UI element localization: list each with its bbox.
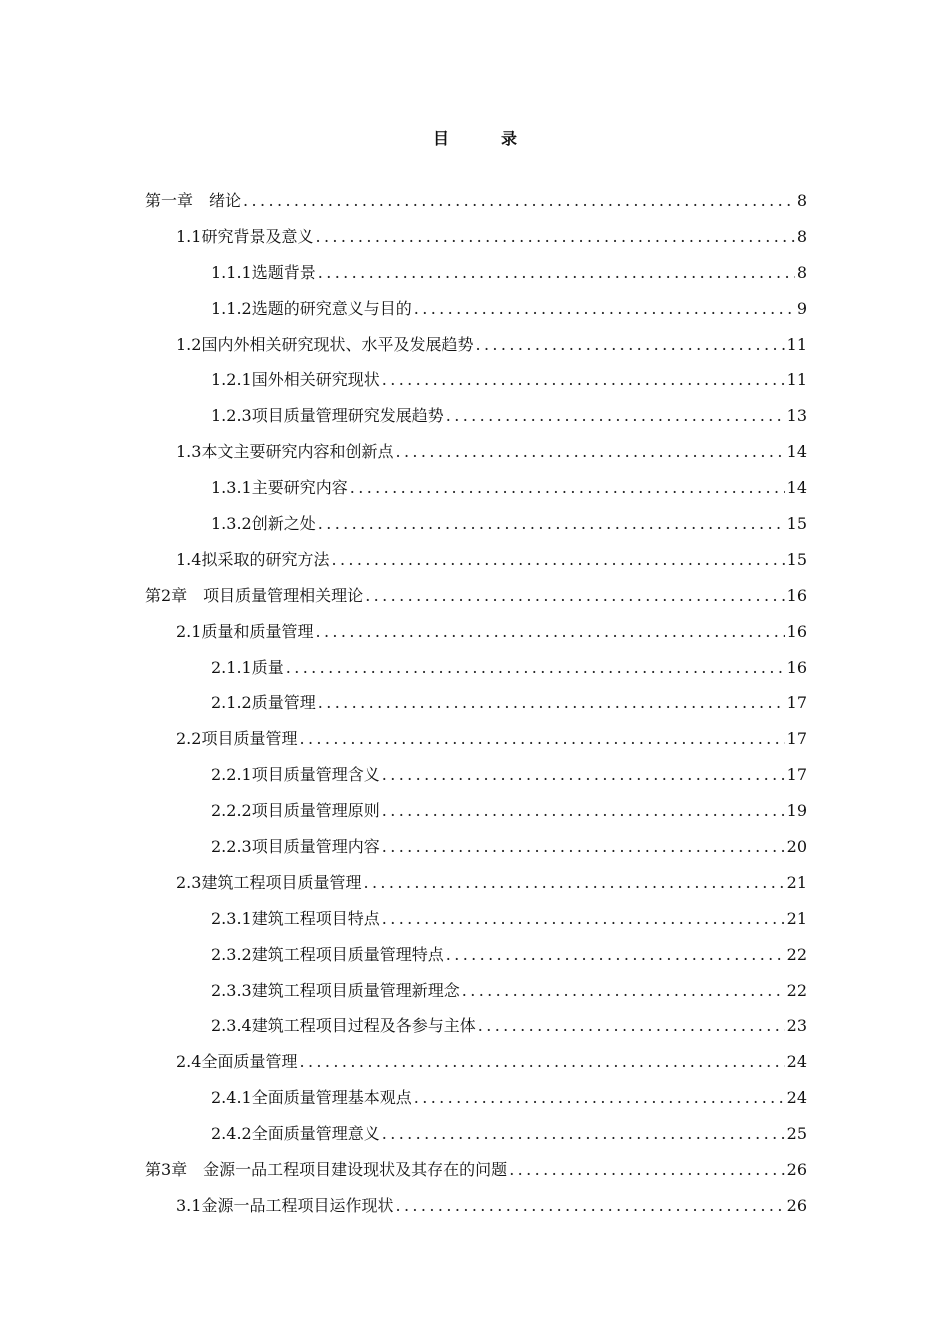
toc-entry-page-number: 19 (786, 801, 807, 821)
toc-leader-dots (318, 693, 785, 713)
toc-entry-page-number: 8 (796, 262, 807, 282)
toc-entry-label: 1.2.3项目质量管理研究发展趋势 (211, 406, 444, 426)
table-of-contents (145, 183, 807, 1224)
toc-entry-page-number: 8 (796, 190, 807, 210)
toc-entry[interactable] (145, 973, 807, 1009)
toc-entry-label: 3.1金源一品工程项目运作现状 (176, 1195, 394, 1215)
toc-entry[interactable] (145, 937, 807, 973)
toc-entry[interactable] (145, 685, 807, 721)
toc-leader-dots (299, 729, 784, 749)
toc-entry[interactable] (145, 1008, 807, 1044)
toc-entry-page-number: 15 (786, 513, 807, 533)
toc-leader-dots (382, 370, 785, 390)
toc-leader-dots (395, 442, 784, 462)
toc-entry[interactable] (145, 398, 807, 434)
toc-leader-dots (395, 1196, 784, 1216)
toc-entry-page-number: 26 (786, 1195, 807, 1215)
toc-entry-page-number: 26 (786, 1159, 807, 1179)
toc-entry-page-number: 23 (786, 1016, 807, 1036)
toc-entry-label: 1.1.1选题背景 (211, 262, 316, 282)
toc-entry-page-number: 20 (786, 836, 807, 856)
toc-leader-dots (243, 191, 795, 211)
toc-leader-dots (318, 514, 785, 534)
toc-entry[interactable] (145, 901, 807, 937)
toc-entry-label: 2.3.1建筑工程项目特点 (211, 908, 380, 928)
toc-entry-page-number: 13 (786, 406, 807, 426)
toc-entry-label: 第3章 金源一品工程项目建设现状及其存在的问题 (145, 1159, 508, 1179)
toc-leader-dots (315, 622, 784, 642)
toc-entry[interactable] (145, 506, 807, 542)
toc-entry-page-number: 16 (786, 585, 807, 605)
toc-leader-dots (509, 1160, 784, 1180)
toc-entry-label: 1.4拟采取的研究方法 (176, 549, 330, 569)
toc-entry-label: 2.1质量和质量管理 (176, 621, 314, 641)
toc-leader-dots (382, 765, 785, 785)
toc-entry-label: 1.3本文主要研究内容和创新点 (176, 442, 394, 462)
toc-entry-label: 2.3.3建筑工程项目质量管理新理念 (211, 980, 460, 1000)
toc-entry[interactable] (145, 183, 807, 219)
toc-entry-label: 2.3建筑工程项目质量管理 (176, 872, 362, 892)
toc-leader-dots (382, 1124, 785, 1144)
toc-entry[interactable] (145, 1080, 807, 1116)
toc-leader-dots (462, 981, 785, 1001)
toc-entry-page-number: 15 (786, 549, 807, 569)
toc-leader-dots (350, 478, 785, 498)
toc-entry-label: 2.3.2建筑工程项目质量管理特点 (211, 944, 444, 964)
toc-entry[interactable] (145, 1116, 807, 1152)
toc-leader-dots (318, 263, 795, 283)
toc-entry[interactable] (145, 255, 807, 291)
toc-entry[interactable] (145, 327, 807, 363)
toc-entry-page-number: 21 (786, 908, 807, 928)
toc-entry[interactable] (145, 362, 807, 398)
toc-entry-page-number: 24 (786, 1088, 807, 1108)
toc-entry-page-number: 11 (786, 334, 807, 354)
toc-entry-label: 1.1研究背景及意义 (176, 226, 314, 246)
toc-entry-page-number: 16 (786, 657, 807, 677)
toc-leader-dots (331, 550, 784, 570)
toc-entry-page-number: 16 (786, 621, 807, 641)
toc-entry[interactable] (145, 470, 807, 506)
toc-leader-dots (414, 1088, 785, 1108)
toc-leader-dots (478, 1016, 785, 1036)
toc-leader-dots (475, 335, 784, 355)
toc-entry-label: 2.1.2质量管理 (211, 693, 316, 713)
toc-entry[interactable] (145, 1044, 807, 1080)
toc-entry[interactable] (145, 1152, 807, 1188)
toc-entry-label: 2.4.1全面质量管理基本观点 (211, 1088, 412, 1108)
toc-entry-label: 1.2.1国外相关研究现状 (211, 370, 380, 390)
toc-entry-page-number: 17 (786, 693, 807, 713)
toc-entry-label: 2.2.2项目质量管理原则 (211, 801, 380, 821)
toc-entry-label: 2.2.1项目质量管理含义 (211, 765, 380, 785)
toc-entry[interactable] (145, 291, 807, 327)
toc-entry[interactable] (145, 865, 807, 901)
toc-entry-page-number: 22 (786, 980, 807, 1000)
toc-entry[interactable] (145, 829, 807, 865)
toc-entry[interactable] (145, 434, 807, 470)
toc-entry-label: 第一章 绪论 (145, 190, 242, 210)
toc-entry[interactable] (145, 542, 807, 578)
toc-leader-dots (286, 658, 785, 678)
toc-entry-label: 1.3.1主要研究内容 (211, 478, 348, 498)
toc-entry-page-number: 24 (786, 1052, 807, 1072)
toc-entry-page-number: 17 (786, 765, 807, 785)
toc-leader-dots (365, 586, 784, 606)
toc-entry[interactable] (145, 578, 807, 614)
toc-entry-page-number: 11 (786, 370, 807, 390)
toc-entry[interactable] (145, 793, 807, 829)
toc-entry[interactable] (145, 219, 807, 255)
toc-entry[interactable] (145, 650, 807, 686)
toc-entry-page-number: 14 (786, 442, 807, 462)
toc-entry-label: 1.1.2选题的研究意义与目的 (211, 298, 412, 318)
toc-leader-dots (299, 1052, 784, 1072)
toc-entry-page-number: 8 (796, 226, 807, 246)
toc-entry[interactable] (145, 614, 807, 650)
toc-entry-page-number: 22 (786, 944, 807, 964)
toc-entry[interactable] (145, 1188, 807, 1224)
toc-entry-label: 2.4.2全面质量管理意义 (211, 1124, 380, 1144)
toc-entry-label: 2.1.1质量 (211, 657, 284, 677)
toc-entry-label: 1.3.2创新之处 (211, 513, 316, 533)
toc-entry-page-number: 9 (796, 298, 807, 318)
toc-leader-dots (414, 299, 795, 319)
toc-entry-page-number: 21 (786, 872, 807, 892)
toc-entry[interactable] (145, 721, 807, 757)
toc-entry[interactable] (145, 757, 807, 793)
toc-entry-label: 2.4全面质量管理 (176, 1052, 298, 1072)
toc-entry-label: 第2章 项目质量管理相关理论 (145, 585, 364, 605)
toc-entry-label: 2.2.3项目质量管理内容 (211, 836, 380, 856)
toc-title: 目 录 (432, 129, 535, 148)
toc-entry-label: 2.2项目质量管理 (176, 729, 298, 749)
toc-entry-page-number: 25 (786, 1124, 807, 1144)
toc-entry-label: 2.3.4建筑工程项目过程及各参与主体 (211, 1016, 476, 1036)
toc-entry-page-number: 14 (786, 478, 807, 498)
toc-leader-dots (315, 227, 794, 247)
toc-leader-dots (446, 406, 785, 426)
toc-leader-dots (363, 873, 784, 893)
toc-leader-dots (382, 837, 785, 857)
toc-leader-dots (382, 801, 785, 821)
toc-entry-label: 1.2国内外相关研究现状、水平及发展趋势 (176, 334, 474, 354)
toc-leader-dots (382, 909, 785, 929)
toc-leader-dots (446, 945, 785, 965)
toc-entry-page-number: 17 (786, 729, 807, 749)
